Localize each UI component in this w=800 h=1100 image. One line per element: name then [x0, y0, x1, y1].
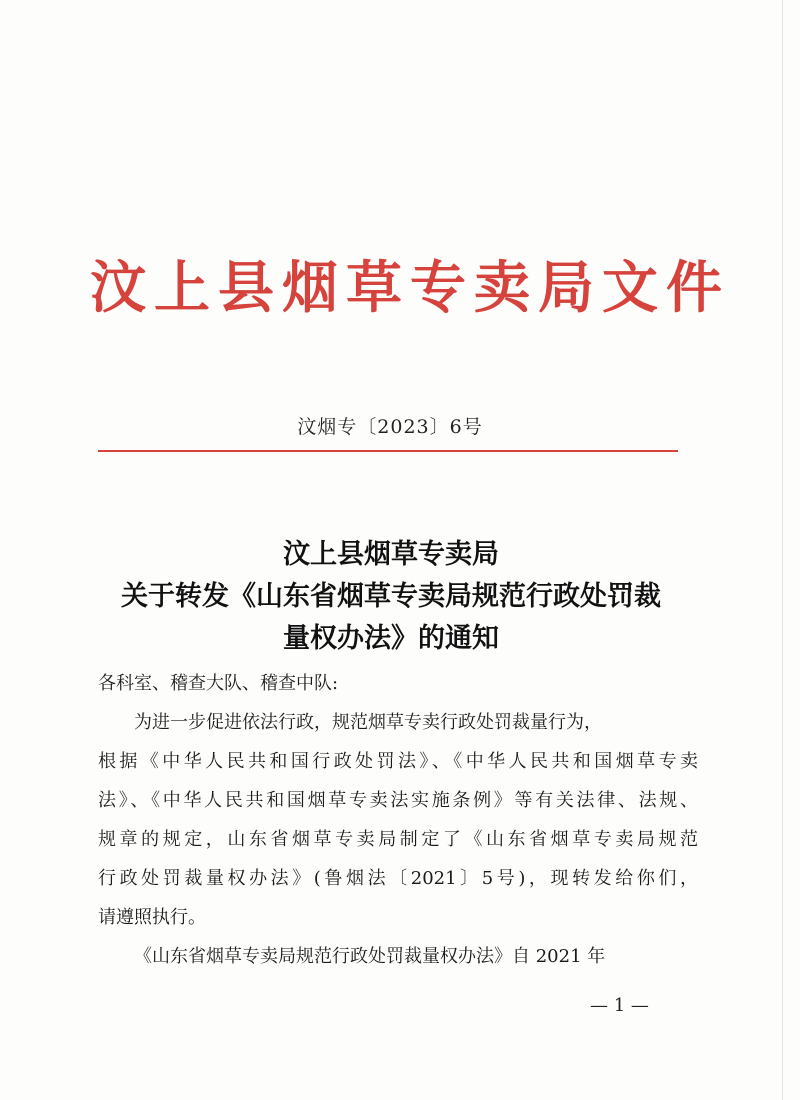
page-number: — 1 —	[590, 995, 649, 1016]
document-body	[98, 664, 698, 976]
paragraph-1-line-2: 根据《中华人民共和国行政处罚法》、《中华人民共和国烟草专卖	[98, 751, 698, 772]
title-line-3: 量权办法》的通知	[283, 623, 499, 654]
document-number: 汶烟专〔2023〕6号	[297, 416, 483, 438]
title-line-2: 关于转发《山东省烟草专卖局规范行政处罚裁	[121, 581, 661, 612]
paragraph-1-line-1: 为进一步促进依法行政，规范烟草专卖行政处罚裁量行为，	[134, 712, 602, 733]
paragraph-1-line-6: 请遵照执行。	[98, 907, 206, 928]
paragraph-1-line-3: 法》、《中华人民共和国烟草专卖法实施条例》等有关法律、法规、	[98, 790, 698, 811]
paragraph-1-line-5: 行政处罚裁量权办法》(鲁烟法〔2021〕5号)，现转发给你们，	[98, 868, 698, 889]
addressee: 各科室、稽查大队、稽查中队:	[98, 673, 339, 694]
title-line-1: 汶上县烟草专卖局	[283, 539, 499, 570]
scan-edge-line	[782, 0, 783, 1100]
red-divider-line	[98, 450, 678, 452]
paragraph-2-line-1: 《山东省烟草专卖局规范行政处罚裁量权办法》自 2021 年	[134, 946, 606, 967]
issuer-header: 汶上县烟草专卖局文件	[90, 255, 730, 321]
document-title	[86, 534, 696, 660]
paragraph-1-line-4: 规章的规定，山东省烟草专卖局制定了《山东省烟草专卖局规范	[98, 829, 698, 850]
